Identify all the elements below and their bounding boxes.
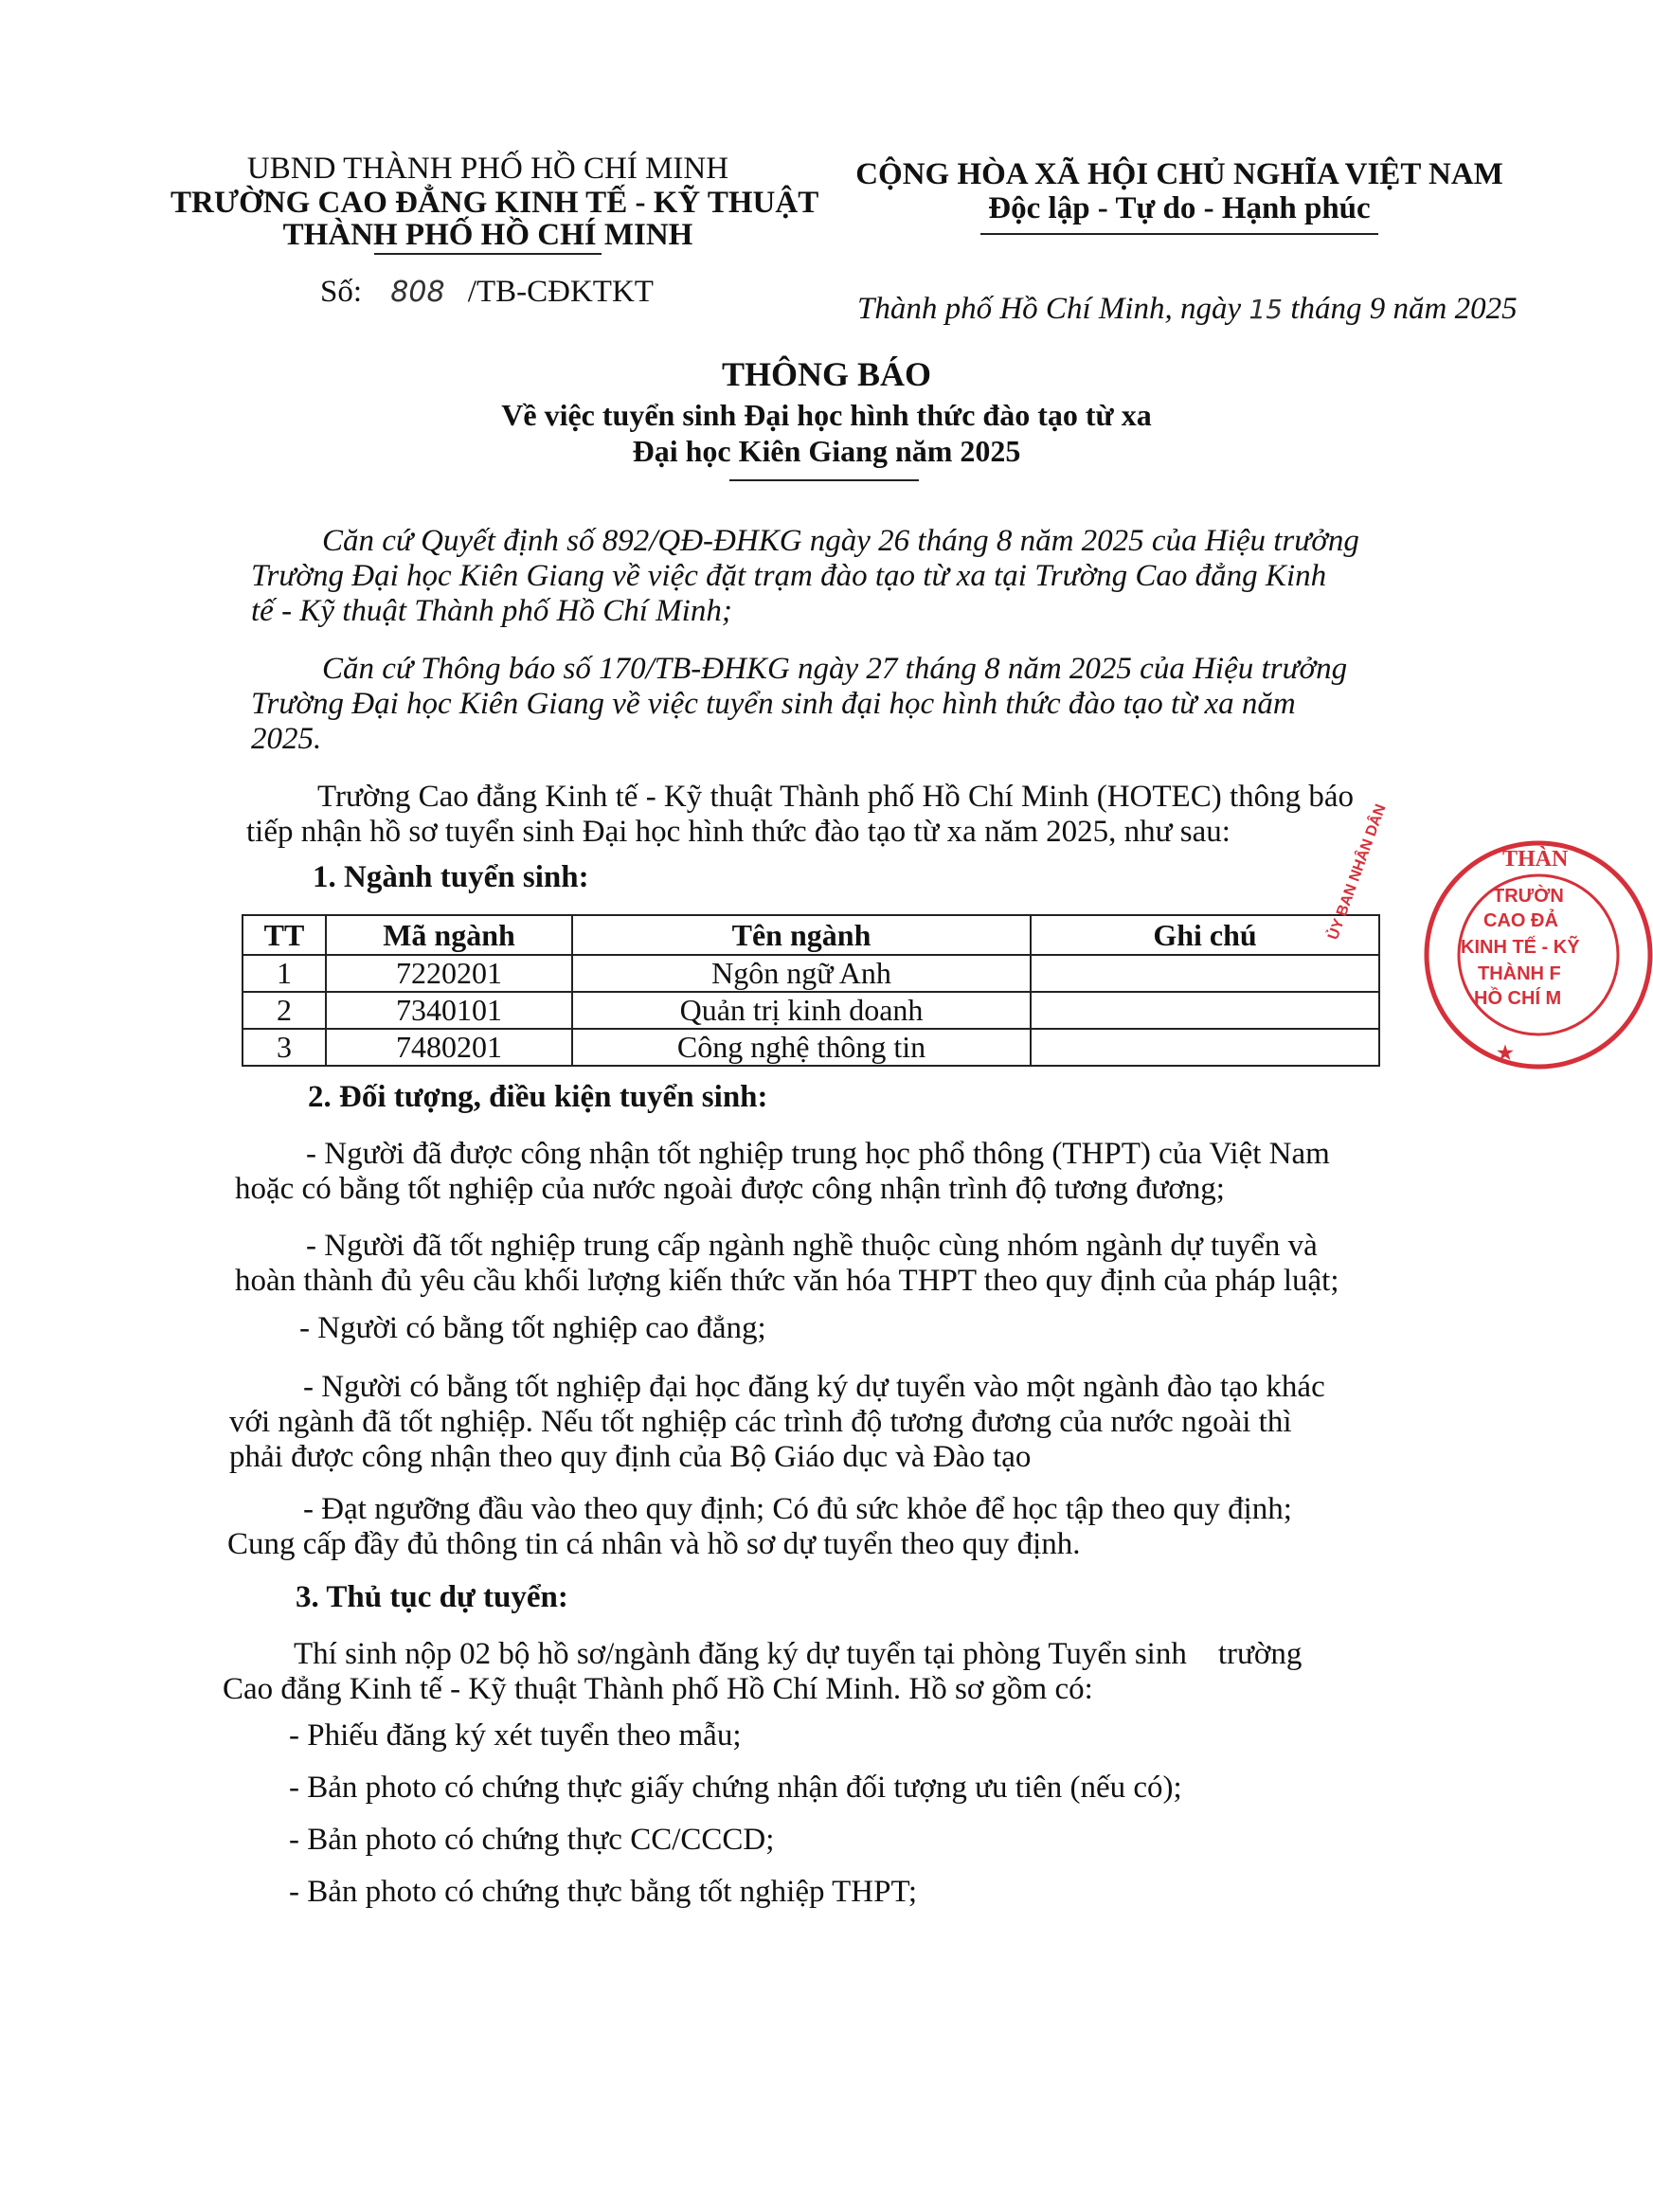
seal-star: ★ <box>1497 1043 1514 1064</box>
cell-name: Quản trị kinh doanh <box>572 992 1031 1029</box>
table-row <box>243 955 1379 992</box>
cell-note <box>1031 1029 1379 1066</box>
nation-title: CỘNG HÒA XÃ HỘI CHỦ NGHĨA VIỆT NAM <box>855 157 1503 191</box>
seal-text-4: KINH TẾ - KỸ <box>1461 937 1580 958</box>
number-label: Số: <box>320 275 363 309</box>
seal-text-top: THÀN <box>1502 847 1569 872</box>
document-item: - Bản photo có chứng thực giấy chứng nhận đối tượng ưu tiên (nếu có); <box>289 1771 1182 1805</box>
date-prefix: Thành phố Hồ Chí Minh, ngày <box>857 292 1242 326</box>
seal-graphic <box>1325 801 1614 1084</box>
majors-table <box>242 914 1380 1067</box>
cell-name: Công nghệ thông tin <box>572 1029 1031 1066</box>
table-header-row <box>243 915 1379 955</box>
org-city: THÀNH PHỐ HỒ CHÍ MINH <box>282 218 693 252</box>
seal-text-3: CAO ĐẢ <box>1483 910 1558 931</box>
title-underline <box>729 479 919 481</box>
seal-text-6: HỒ CHÍ M <box>1474 988 1562 1009</box>
basis-2: Căn cứ Thông báo số 170/TB-ĐHKG ngày 27 tháng 8 năm 2025 của Hiệu trưởng Trường Đại học Kiên Giang về việc tuyển sinh đại học hình thức đào tạo từ xa năm 2025. <box>251 652 1348 756</box>
section-3-heading: 3. Thủ tục dự tuyển: <box>296 1580 568 1614</box>
condition-item: - Người đã tốt nghiệp trung cấp ngành nghề thuộc cùng nhóm ngành dự tuyển và hoàn thành đủ yêu cầu khối lượng kiến thức văn hóa THPT theo quy định của pháp luật; <box>235 1229 1339 1298</box>
number-code: /TB-CĐKTKT <box>467 275 654 309</box>
cell-code: 7480201 <box>326 1029 572 1066</box>
col-note: Ghi chú <box>1031 915 1379 955</box>
seal-arc-text: ỦY BAN NHÂN DÂN <box>1325 801 1390 943</box>
section-2-heading: 2. Đối tượng, điều kiện tuyển sinh: <box>308 1080 768 1114</box>
intro-paragraph: Trường Cao đẳng Kinh tế - Kỹ thuật Thành phố Hồ Chí Minh (HOTEC) thông báo tiếp nhận hồ sơ tuyển sinh Đại học hình thức đào tạo từ xa năm 2025, như sau: <box>246 780 1355 849</box>
condition-item: - Người đã được công nhận tốt nghiệp trung học phổ thông (THPT) của Việt Nam hoặc có bằng tốt nghiệp của nước ngoài được công nhận trình độ tương đương; <box>235 1137 1330 1206</box>
date-suffix: tháng 9 năm 2025 <box>1290 292 1518 326</box>
table-row <box>243 992 1379 1029</box>
condition-item: - Đạt ngưỡng đầu vào theo quy định; Có đủ sức khỏe để học tập theo quy định; Cung cấp đầy đủ thông tin cá nhân và hồ sơ dự tuyển theo quy định. <box>227 1492 1292 1561</box>
org-underline <box>374 253 602 255</box>
cell-note <box>1031 955 1379 992</box>
col-name: Tên ngành <box>572 915 1031 955</box>
number-handwritten: 808 <box>390 276 445 309</box>
cell-note <box>1031 992 1379 1029</box>
notice-subject-1: Về việc tuyển sinh Đại học hình thức đào tạo từ xa <box>501 398 1152 432</box>
col-code: Mã ngành <box>326 915 572 955</box>
seal-text-5: THÀNH F <box>1478 963 1561 984</box>
cell-code: 7220201 <box>326 955 572 992</box>
basis-1: Căn cứ Quyết định số 892/QĐ-ĐHKG ngày 26 tháng 8 năm 2025 của Hiệu trưởng Trường Đại học Kiên Giang về việc đặt trạm đào tạo từ xa tại Trường Cao đẳng Kinh tế - Kỹ thuật Thành phố Hồ Chí Minh; <box>251 524 1359 628</box>
condition-item: - Người có bằng tốt nghiệp cao đẳng; <box>299 1311 766 1345</box>
cell-code: 7340101 <box>326 992 572 1029</box>
condition-item: - Người có bằng tốt nghiệp đại học đăng ký dự tuyển vào một ngành đào tạo khác với ngành đã tốt nghiệp. Nếu tốt nghiệp các trình độ tương đương của nước ngoài thì phải được công nhận theo quy định của Bộ Giáo dục và Đào tạo <box>229 1370 1325 1474</box>
col-tt: TT <box>243 915 326 955</box>
document-date <box>857 292 1518 327</box>
document-item: - Bản photo có chứng thực bằng tốt nghiệp THPT; <box>289 1875 917 1909</box>
seal-text-2: TRƯỜN <box>1493 886 1564 907</box>
document-number <box>320 275 654 310</box>
notice-title: THÔNG BÁO <box>721 355 932 393</box>
cell-tt: 1 <box>243 955 326 992</box>
cell-name: Ngôn ngữ Anh <box>572 955 1031 992</box>
org-parent: UBND THÀNH PHỐ HỒ CHÍ MINH <box>246 152 729 186</box>
cell-tt: 3 <box>243 1029 326 1066</box>
nation-motto: Độc lập - Tự do - Hạnh phúc <box>988 191 1371 225</box>
notice-subject-2: Đại học Kiên Giang năm 2025 <box>632 434 1021 468</box>
motto-underline <box>980 233 1378 235</box>
table-row <box>243 1029 1379 1066</box>
date-day-handwritten: 15 <box>1249 294 1284 325</box>
cell-tt: 2 <box>243 992 326 1029</box>
document-item: - Phiếu đăng ký xét tuyển theo mẫu; <box>289 1718 742 1753</box>
org-name: TRƯỜNG CAO ĐẲNG KINH TẾ - KỸ THUẬT <box>171 186 819 220</box>
section-1-heading: 1. Ngành tuyển sinh: <box>313 860 589 894</box>
official-seal <box>1325 801 1614 1084</box>
document-item: - Bản photo có chứng thực CC/CCCD; <box>289 1823 775 1857</box>
procedure-intro: Thí sinh nộp 02 bộ hồ sơ/ngành đăng ký dự tuyển tại phòng Tuyển sinh trường Cao đẳng Kinh tế - Kỹ thuật Thành phố Hồ Chí Minh. Hồ sơ gồm có: <box>223 1637 1303 1706</box>
